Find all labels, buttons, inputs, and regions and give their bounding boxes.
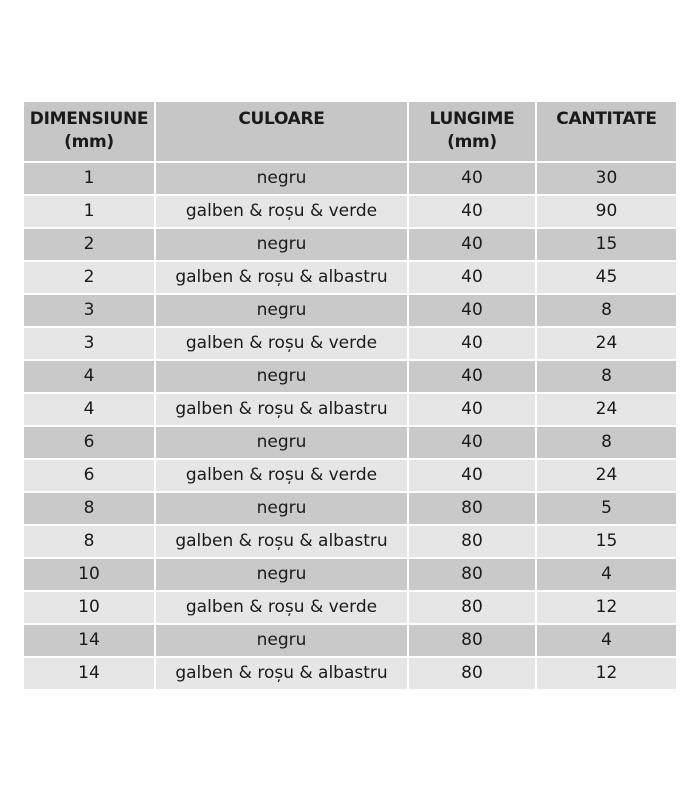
cell-cantitate: 8 xyxy=(536,294,677,327)
table-row xyxy=(23,360,677,393)
cell-culoare: galben & roșu & verde xyxy=(155,591,408,624)
cell-culoare: negru xyxy=(155,294,408,327)
cell-dimensiune: 3 xyxy=(23,294,155,327)
cell-culoare: galben & roșu & albastru xyxy=(155,525,408,558)
cell-culoare: galben & roșu & verde xyxy=(155,327,408,360)
cell-lungime: 80 xyxy=(408,492,536,525)
cell-dimensiune: 4 xyxy=(23,393,155,426)
cell-lungime: 40 xyxy=(408,228,536,261)
cell-dimensiune: 10 xyxy=(23,558,155,591)
cell-cantitate: 30 xyxy=(536,162,677,195)
cell-lungime: 40 xyxy=(408,459,536,492)
table-row xyxy=(23,525,677,558)
cell-dimensiune: 2 xyxy=(23,261,155,294)
cell-lungime: 40 xyxy=(408,195,536,228)
header-unit: (mm) xyxy=(447,132,497,152)
cell-cantitate: 15 xyxy=(536,228,677,261)
product-table-container xyxy=(22,102,676,691)
cell-culoare: negru xyxy=(155,426,408,459)
table-row xyxy=(23,195,677,228)
header-label: LUNGIME xyxy=(429,109,515,129)
table-row xyxy=(23,228,677,261)
table-row xyxy=(23,558,677,591)
cell-lungime: 40 xyxy=(408,393,536,426)
cell-dimensiune: 1 xyxy=(23,195,155,228)
cell-dimensiune: 10 xyxy=(23,591,155,624)
cell-lungime: 40 xyxy=(408,327,536,360)
table-row xyxy=(23,591,677,624)
table-row xyxy=(23,261,677,294)
table-body xyxy=(23,162,677,690)
cell-dimensiune: 6 xyxy=(23,459,155,492)
header-row xyxy=(23,102,677,162)
cell-culoare: galben & roșu & albastru xyxy=(155,261,408,294)
cell-dimensiune: 8 xyxy=(23,492,155,525)
cell-cantitate: 90 xyxy=(536,195,677,228)
cell-lungime: 40 xyxy=(408,261,536,294)
table-row xyxy=(23,426,677,459)
cell-cantitate: 8 xyxy=(536,360,677,393)
cell-culoare: negru xyxy=(155,492,408,525)
cell-cantitate: 5 xyxy=(536,492,677,525)
cell-cantitate: 12 xyxy=(536,657,677,690)
cell-dimensiune: 4 xyxy=(23,360,155,393)
cell-lungime: 40 xyxy=(408,426,536,459)
cell-culoare: galben & roșu & verde xyxy=(155,195,408,228)
cell-lungime: 40 xyxy=(408,162,536,195)
header-label: CANTITATE xyxy=(556,109,657,129)
cell-culoare: negru xyxy=(155,624,408,657)
table-row xyxy=(23,459,677,492)
cell-culoare: negru xyxy=(155,360,408,393)
cell-lungime: 80 xyxy=(408,591,536,624)
cell-dimensiune: 8 xyxy=(23,525,155,558)
cell-cantitate: 45 xyxy=(536,261,677,294)
cell-lungime: 80 xyxy=(408,624,536,657)
cell-cantitate: 24 xyxy=(536,327,677,360)
table-row xyxy=(23,492,677,525)
cell-dimensiune: 1 xyxy=(23,162,155,195)
header-label: CULOARE xyxy=(238,109,325,129)
cell-dimensiune: 6 xyxy=(23,426,155,459)
table-row xyxy=(23,327,677,360)
header-label: DIMENSIUNE xyxy=(29,109,149,129)
table-row xyxy=(23,162,677,195)
cell-culoare: galben & roșu & verde xyxy=(155,459,408,492)
cell-lungime: 80 xyxy=(408,525,536,558)
cell-dimensiune: 2 xyxy=(23,228,155,261)
cell-dimensiune: 3 xyxy=(23,327,155,360)
cell-lungime: 40 xyxy=(408,360,536,393)
cell-cantitate: 8 xyxy=(536,426,677,459)
cell-culoare: negru xyxy=(155,228,408,261)
table-row xyxy=(23,624,677,657)
cell-cantitate: 24 xyxy=(536,459,677,492)
cell-culoare: negru xyxy=(155,558,408,591)
cell-cantitate: 24 xyxy=(536,393,677,426)
header-cantitate xyxy=(536,102,677,162)
cell-cantitate: 4 xyxy=(536,558,677,591)
header-dimensiune xyxy=(23,102,155,162)
cell-cantitate: 15 xyxy=(536,525,677,558)
cell-dimensiune: 14 xyxy=(23,657,155,690)
cell-cantitate: 4 xyxy=(536,624,677,657)
header-culoare xyxy=(155,102,408,162)
cell-culoare: galben & roșu & albastru xyxy=(155,657,408,690)
cell-cantitate: 12 xyxy=(536,591,677,624)
cell-culoare: galben & roșu & albastru xyxy=(155,393,408,426)
table-header xyxy=(23,102,677,162)
header-unit: (mm) xyxy=(64,132,114,152)
cell-culoare: negru xyxy=(155,162,408,195)
table-row xyxy=(23,657,677,690)
cell-lungime: 80 xyxy=(408,657,536,690)
cell-lungime: 80 xyxy=(408,558,536,591)
product-table xyxy=(22,102,678,691)
cell-dimensiune: 14 xyxy=(23,624,155,657)
header-lungime xyxy=(408,102,536,162)
table-row xyxy=(23,294,677,327)
cell-lungime: 40 xyxy=(408,294,536,327)
table-row xyxy=(23,393,677,426)
